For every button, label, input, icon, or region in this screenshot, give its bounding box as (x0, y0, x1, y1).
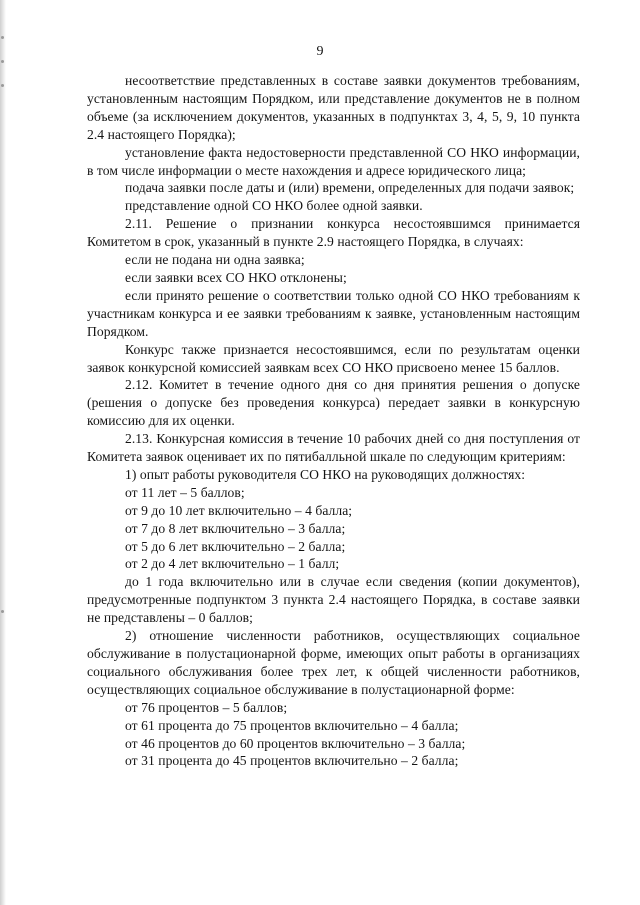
document-body (87, 72, 580, 770)
scan-mark (1, 36, 4, 39)
paragraph: 2.11. Решение о признании конкурса несостоявшимся принимается Комитетом в срок, указанный в пункте 2.9 настоящего Порядка, в случаях: (87, 216, 580, 250)
paragraph: если принято решение о соответствии только одной СО НКО требованиям к участникам конкурса и ее заявки требованиям к заявке, установленным настоящим Порядком. (87, 287, 580, 339)
paragraph: до 1 года включительно или в случае если сведения (копии документов), предусмотренные подпунктом 3 пункта 2.4 настоящего Порядка, в составе заявки не представлены – 0 баллов; (87, 574, 580, 626)
paragraph: представление одной СО НКО более одной заявки. (125, 198, 423, 214)
paragraph: от 5 до 6 лет включительно – 2 балла; (125, 538, 346, 554)
paragraph: от 46 процентов до 60 процентов включительно – 3 балла; (125, 735, 466, 751)
paragraph: Конкурс также признается несостоявшимся, если по результатам оценки заявок конкурсной комиссией заявкам всех СО НКО присвоено менее 15 баллов. (87, 341, 580, 375)
paragraph: подача заявки после даты и (или) времени, определенных для подачи заявок; (125, 180, 575, 196)
paragraph: от 9 до 10 лет включительно – 4 балла; (125, 502, 353, 518)
paragraph: от 11 лет – 5 баллов; (125, 484, 245, 500)
paragraph: 2.12. Комитет в течение одного дня со дня принятия решения о допуске (решения о допуске без проведения конкурса) передает заявки в конкурсную комиссию для их оценки. (87, 377, 580, 429)
scan-left-edge (0, 0, 6, 905)
paragraph: от 7 до 8 лет включительно – 3 балла; (125, 520, 346, 536)
paragraph: если заявки всех СО НКО отклонены; (125, 269, 347, 285)
scan-mark (1, 60, 4, 63)
paragraph: установление факта недостоверности представленной СО НКО информации, в том числе информации о месте нахождения и адресе юридического лица; (87, 144, 580, 178)
paragraph: 2) отношение численности работников, осуществляющих социальное обслуживание в полустационарной форме, имеющих опыт работы в организациях социального обслуживания более трех лет, к общей численности работников, осуществляющих социальное обслуживание в полустационарной форме: (87, 628, 580, 697)
paragraph: если не подана ни одна заявка; (125, 252, 305, 268)
scan-mark (1, 610, 4, 613)
paragraph: 1) опыт работы руководителя СО НКО на руководящих должностях: (125, 466, 526, 482)
paragraph: от 61 процента до 75 процентов включительно – 4 балла; (125, 717, 459, 733)
paragraph: несоответствие представленных в составе заявки документов требованиям, установленным настоящим Порядком, или представление документов не в полном объеме (за исключением документов, указанных в подпунктах 3, 4, 5, 9, 10 пункта 2.4 настоящего Порядка); (87, 73, 580, 142)
paragraph: от 76 процентов – 5 баллов; (125, 699, 288, 715)
paragraph: 2.13. Конкурсная комиссия в течение 10 рабочих дней со дня поступления от Комитета заявок оценивает их по пятибалльной шкале по следующим критериям: (87, 431, 580, 465)
scan-mark (1, 84, 4, 87)
page-number: 9 (316, 44, 324, 59)
paragraph: от 31 процента до 45 процентов включительно – 2 балла; (125, 753, 459, 769)
paragraph: от 2 до 4 лет включительно – 1 балл; (125, 556, 340, 572)
